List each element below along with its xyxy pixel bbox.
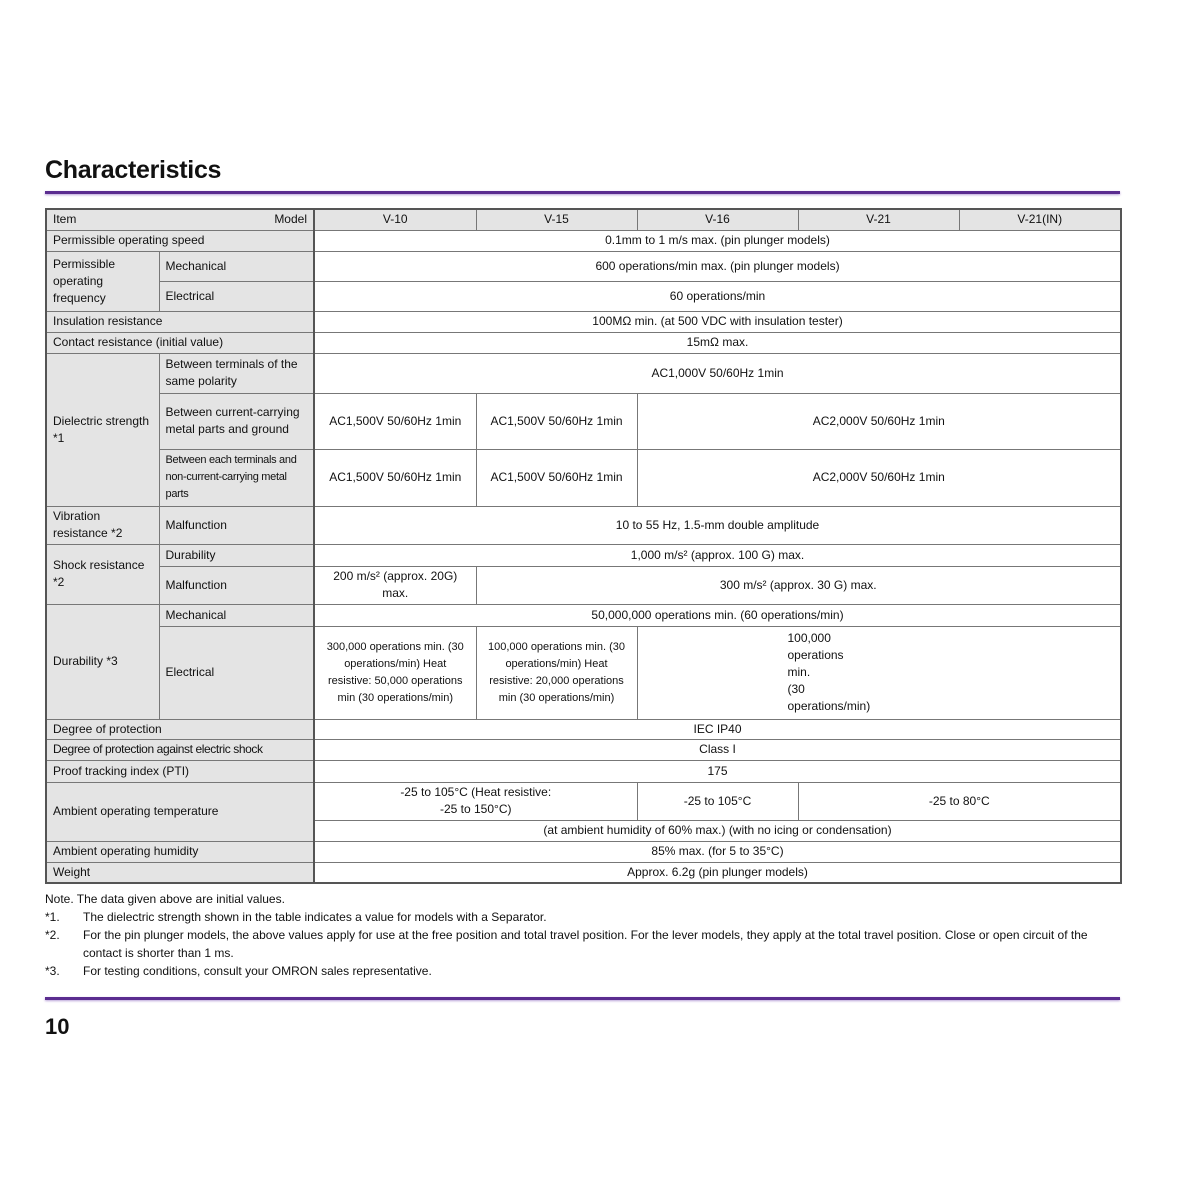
row-value: AC2,000V 50/60Hz 1min [637,449,1121,506]
table-row [46,626,1121,719]
row-label: Ambient operating humidity [46,841,314,862]
model-header-cell: V-21(IN) [959,209,1121,230]
row-value: AC1,500V 50/60Hz 1min [476,449,637,506]
row-sublabel: Between each terminals and non-current-carrying metal parts [159,449,314,506]
row-sublabel: Between terminals of the same polarity [159,353,314,393]
table-row [46,566,1121,604]
table-row [46,719,1121,739]
model-header-cell: V-10 [314,209,476,230]
page-number: 10 [45,1014,70,1039]
row-sublabel: Durability [159,544,314,566]
model-header-cell: V-21 [798,209,959,230]
row-value: Approx. 6.2g (pin plunger models) [314,862,1121,883]
table-row [46,332,1121,353]
row-value: Class I [314,739,1121,760]
row-value: -25 to 105°C (Heat resistive: -25 to 150°C) [314,782,637,820]
row-label: Degree of protection [46,719,314,739]
row-label: Weight [46,862,314,883]
footnote [45,908,1125,926]
table-header-row [46,209,1121,230]
row-label: Permissible operating frequency [46,251,159,311]
row-label: Proof tracking index (PTI) [46,760,314,782]
row-value: 60 operations/min [314,281,1121,311]
table-row [46,449,1121,506]
model-header-cell: V-16 [637,209,798,230]
characteristics-table [45,208,1122,884]
row-sublabel: Electrical [159,281,314,311]
table-row [46,506,1121,544]
note-intro: Note. The data given above are initial values. [45,892,285,906]
row-value: (at ambient humidity of 60% max.) (with no icing or condensation) [314,820,1121,841]
row-label: Shock resistance *2 [46,544,159,604]
footnotes [45,890,1125,980]
row-value: 0.1mm to 1 m/s max. (pin plunger models) [314,230,1121,251]
page-title: Characteristics [45,156,222,184]
row-sublabel: Mechanical [159,604,314,626]
footnote [45,926,1125,962]
table-row [46,281,1121,311]
table-row [46,311,1121,332]
footnote-mark: *3. [45,964,60,978]
table-row [46,393,1121,449]
row-label: Insulation resistance [46,311,314,332]
item-header: Item [53,212,77,227]
row-value: AC1,500V 50/60Hz 1min [314,449,476,506]
row-value: -25 to 105°C [637,782,798,820]
row-value: 300 m/s² (approx. 30 G) max. [476,566,1121,604]
table-row [46,604,1121,626]
row-value: AC1,000V 50/60Hz 1min [314,353,1121,393]
row-label: Ambient operating temperature [46,782,314,841]
table-row [46,760,1121,782]
item-model-header [46,209,314,230]
table-row [46,251,1121,281]
row-value: 1,000 m/s² (approx. 100 G) max. [314,544,1121,566]
row-value: 600 operations/min max. (pin plunger models) [314,251,1121,281]
row-value: IEC IP40 [314,719,1121,739]
footnote-text: For testing conditions, consult your OMRON sales representative. [83,964,432,978]
row-value: AC1,500V 50/60Hz 1min [476,393,637,449]
row-value: 15mΩ max. [314,332,1121,353]
model-header-cell: V-15 [476,209,637,230]
row-sublabel: Malfunction [159,566,314,604]
row-value: 85% max. (for 5 to 35°C) [314,841,1121,862]
row-value: -25 to 80°C [798,782,1121,820]
title-divider [45,191,1120,194]
table-row [46,782,1121,820]
footnote-mark: *2. [45,928,60,942]
row-value: AC1,500V 50/60Hz 1min [314,393,476,449]
row-value: 200 m/s² (approx. 20G) max. [314,566,476,604]
row-value: 50,000,000 operations min. (60 operations/min) [314,604,1121,626]
row-value: 10 to 55 Hz, 1.5-mm double amplitude [314,506,1121,544]
table-row [46,230,1121,251]
row-label: Vibration resistance *2 [46,506,159,544]
row-label: Contact resistance (initial value) [46,332,314,353]
row-sublabel: Malfunction [159,506,314,544]
row-label: Permissible operating speed [46,230,314,251]
row-label: Durability *3 [46,604,159,719]
row-value: AC2,000V 50/60Hz 1min [637,393,1121,449]
table-row [46,353,1121,393]
footnote-text: For the pin plunger models, the above values apply for use at the free position and total travel position. For the lever models, they apply at the total travel position. Close or open circuit of the contact is shorter than 1 ms. [83,928,1088,960]
footer-divider [45,997,1120,1000]
row-sublabel: Electrical [159,626,314,719]
row-value: 100MΩ min. (at 500 VDC with insulation tester) [314,311,1121,332]
row-label: Dielectric strength *1 [46,353,159,506]
row-value: 300,000 operations min. (30 operations/min) Heat resistive: 50,000 operations min (30 operations/min) [314,626,476,719]
table-row [46,739,1121,760]
table-row [46,544,1121,566]
footnote-text: The dielectric strength shown in the table indicates a value for models with a Separator. [83,910,547,924]
footnote [45,962,1125,980]
row-sublabel: Mechanical [159,251,314,281]
table-row [46,841,1121,862]
row-value: 100,000 operations min. (30 operations/min) Heat resistive: 20,000 operations min (30 operations/min) [476,626,637,719]
table-row [46,862,1121,883]
row-label: Degree of protection against electric shock [46,739,314,760]
row-sublabel: Between current-carrying metal parts and ground [159,393,314,449]
row-value: 100,000 operations min. (30 operations/min) [637,626,1121,719]
model-header: Model [274,212,307,227]
row-value: 175 [314,760,1121,782]
footnote-mark: *1. [45,910,60,924]
